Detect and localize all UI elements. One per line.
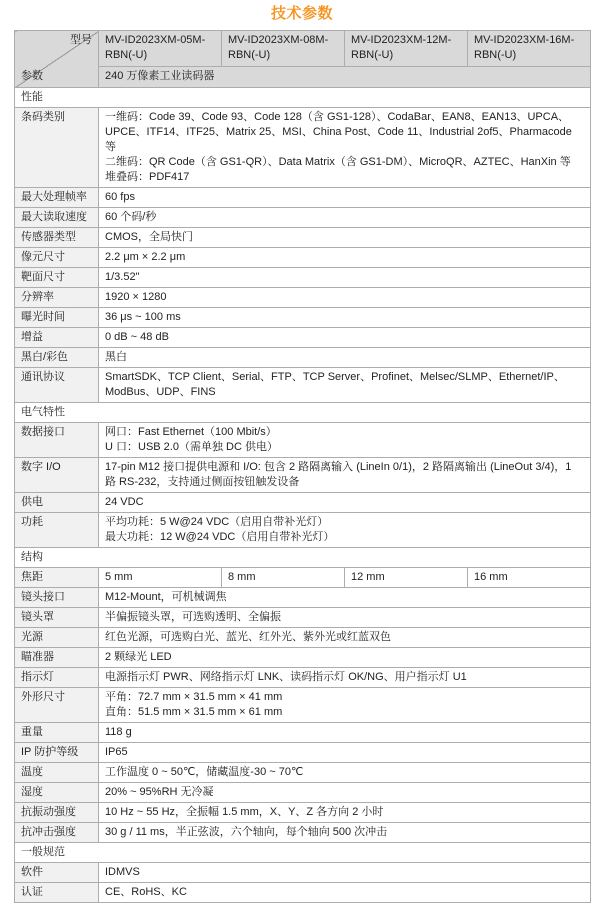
spec-value	[99, 268, 591, 288]
spec-value-line: 1920 × 1280	[105, 291, 167, 303]
spec-value	[99, 188, 591, 208]
spec-row	[15, 863, 591, 883]
spec-value	[99, 208, 591, 228]
spec-label: 焦距	[15, 568, 99, 588]
section-title: 结构	[15, 548, 591, 568]
spec-value-line: 60 个码/秒	[105, 211, 157, 223]
spec-label: 数字 I/O	[15, 458, 99, 493]
spec-value	[99, 228, 591, 248]
product-subtitle: 240 万像素工业读码器	[99, 67, 591, 88]
spec-value-cell: 8 mm	[222, 568, 345, 588]
spec-value	[99, 368, 591, 403]
spec-row	[15, 668, 591, 688]
spec-label: 温度	[15, 763, 99, 783]
spec-value	[99, 803, 591, 823]
spec-value	[99, 288, 591, 308]
corner-model-label: 型号	[70, 34, 92, 46]
spec-value	[99, 668, 591, 688]
spec-label: 瞄准器	[15, 648, 99, 668]
spec-row	[15, 823, 591, 843]
section-header-row	[15, 548, 591, 568]
spec-value-line: 2.2 μm × 2.2 μm	[105, 251, 186, 263]
spec-value-line: 半偏振镜头罩，可选购透明、全偏振	[105, 611, 281, 623]
spec-row	[15, 803, 591, 823]
spec-label: 认证	[15, 883, 99, 903]
spec-value	[99, 308, 591, 328]
spec-value-cell: 16 mm	[468, 568, 591, 588]
spec-label: 指示灯	[15, 668, 99, 688]
spec-row	[15, 723, 591, 743]
spec-value	[99, 648, 591, 668]
spec-row	[15, 568, 591, 588]
spec-value	[99, 628, 591, 648]
corner-param-label: 参数	[21, 70, 43, 82]
spec-row	[15, 763, 591, 783]
spec-row	[15, 783, 591, 803]
spec-row	[15, 423, 591, 458]
spec-value	[99, 763, 591, 783]
spec-row	[15, 108, 591, 188]
spec-value-line: 118 g	[105, 726, 132, 738]
spec-value	[99, 743, 591, 763]
model-column-header: MV-ID2023XM-16M-RBN(-U)	[468, 31, 591, 67]
spec-value-line: 一维码：Code 39、Code 93、Code 128（含 GS1-128）、CodaBar、EAN8、EAN13、UPCA、UPCE、ITF14、ITF25、Matrix 25、MSI、China Post、Code 11、Industrial 2of5、Pharmacode 等	[105, 111, 572, 153]
spec-row	[15, 628, 591, 648]
spec-value-line: 网口：Fast Ethernet（100 Mbit/s）	[105, 426, 277, 438]
spec-value	[99, 248, 591, 268]
spec-value	[99, 823, 591, 843]
spec-value	[99, 723, 591, 743]
spec-label: 条码类别	[15, 108, 99, 188]
spec-value-line: 36 μs ~ 100 ms	[105, 311, 181, 323]
spec-label: 功耗	[15, 513, 99, 548]
section-title: 电气特性	[15, 403, 591, 423]
spec-value-cell: 5 mm	[99, 568, 222, 588]
spec-value-line: 0 dB ~ 48 dB	[105, 331, 169, 343]
spec-row	[15, 208, 591, 228]
spec-row	[15, 458, 591, 493]
spec-value-line: 10 Hz ~ 55 Hz，全振幅 1.5 mm，X、Y、Z 各方向 2 小时	[105, 806, 384, 818]
model-column-header: MV-ID2023XM-05M-RBN(-U)	[99, 31, 222, 67]
spec-label: 供电	[15, 493, 99, 513]
spec-value-line: 堆叠码：PDF417	[105, 171, 190, 183]
spec-value-line: 红色光源，可选购白光、蓝光、红外光、紫外光或红蓝双色	[105, 631, 391, 643]
spec-label: 镜头罩	[15, 608, 99, 628]
spec-row	[15, 368, 591, 403]
spec-value	[99, 863, 591, 883]
spec-row	[15, 268, 591, 288]
spec-label: 外形尺寸	[15, 688, 99, 723]
spec-label: 像元尺寸	[15, 248, 99, 268]
section-header-row	[15, 88, 591, 108]
spec-row	[15, 348, 591, 368]
spec-value-line: 24 VDC	[105, 496, 144, 508]
spec-row	[15, 188, 591, 208]
spec-label: 最大处理帧率	[15, 188, 99, 208]
spec-value-line: 2 颗绿光 LED	[105, 651, 172, 663]
spec-value	[99, 688, 591, 723]
spec-value-line: 直角：51.5 mm × 31.5 mm × 61 mm	[105, 706, 283, 718]
spec-label: 湿度	[15, 783, 99, 803]
spec-label: 数据接口	[15, 423, 99, 458]
spec-value	[99, 328, 591, 348]
spec-label: 曝光时间	[15, 308, 99, 328]
spec-value-line: U 口：USB 2.0（需单独 DC 供电）	[105, 441, 278, 453]
section-title: 性能	[15, 88, 591, 108]
spec-value-line: 二维码：QR Code（含 GS1-QR）、Data Matrix（含 GS1-DM）、MicroQR、AZTEC、HanXin 等	[105, 156, 571, 168]
spec-row	[15, 588, 591, 608]
spec-label: 软件	[15, 863, 99, 883]
spec-row	[15, 328, 591, 348]
spec-value	[99, 883, 591, 903]
spec-row	[15, 228, 591, 248]
spec-label: 黑白/彩色	[15, 348, 99, 368]
spec-value-line: 20% ~ 95%RH 无冷凝	[105, 786, 214, 798]
product-subtitle-row	[15, 67, 591, 88]
spec-value	[99, 608, 591, 628]
corner-cell	[15, 31, 99, 88]
model-column-header: MV-ID2023XM-12M-RBN(-U)	[345, 31, 468, 67]
spec-row	[15, 688, 591, 723]
spec-row	[15, 513, 591, 548]
spec-label: 传感器类型	[15, 228, 99, 248]
spec-value	[99, 108, 591, 188]
spec-value-line: 电源指示灯 PWR、网络指示灯 LNK、读码指示灯 OK/NG、用户指示灯 U1	[105, 671, 467, 683]
spec-label: 抗冲击强度	[15, 823, 99, 843]
spec-table-body	[15, 88, 591, 903]
spec-value-line: IP65	[105, 746, 128, 758]
spec-label: 分辨率	[15, 288, 99, 308]
spec-row	[15, 743, 591, 763]
spec-label: 通讯协议	[15, 368, 99, 403]
spec-row	[15, 248, 591, 268]
spec-label: 镜头接口	[15, 588, 99, 608]
section-title: 一般规范	[15, 843, 591, 863]
spec-row	[15, 288, 591, 308]
spec-row	[15, 493, 591, 513]
spec-value-line: CE、RoHS、KC	[105, 886, 187, 898]
section-header-row	[15, 843, 591, 863]
spec-value-line: SmartSDK、TCP Client、Serial、FTP、TCP Server、Profinet、Melsec/SLMP、Ethernet/IP、ModBus、UDP、FINS	[105, 371, 565, 398]
spec-label: 光源	[15, 628, 99, 648]
spec-value-line: 平均功耗：5 W@24 VDC（启用自带补光灯）	[105, 516, 329, 528]
spec-row	[15, 308, 591, 328]
spec-label: 增益	[15, 328, 99, 348]
page-title: 技术参数	[270, 5, 333, 22]
spec-value-line: 平角：72.7 mm × 31.5 mm × 41 mm	[105, 691, 283, 703]
model-header-row	[15, 31, 591, 67]
spec-label: IP 防护等级	[15, 743, 99, 763]
spec-value-line: 1/3.52"	[105, 271, 140, 283]
spec-value	[99, 588, 591, 608]
spec-row	[15, 648, 591, 668]
spec-label: 最大读取速度	[15, 208, 99, 228]
spec-value	[99, 783, 591, 803]
spec-value-line: 60 fps	[105, 191, 135, 203]
spec-value-line: 工作温度 0 ~ 50℃，储藏温度-30 ~ 70℃	[105, 766, 304, 778]
spec-value-cell: 12 mm	[345, 568, 468, 588]
spec-value	[99, 423, 591, 458]
spec-value-line: 17-pin M12 接口提供电源和 I/O: 包含 2 路隔离输入 (LineIn 0/1)，2 路隔离输出 (LineOut 3/4)，1 路 RS-232，支持通过侧面按钮触发设备	[105, 461, 572, 488]
spec-row	[15, 883, 591, 903]
spec-value-line: IDMVS	[105, 866, 140, 878]
spec-value	[99, 513, 591, 548]
spec-label: 重量	[15, 723, 99, 743]
section-header-row	[15, 403, 591, 423]
spec-label: 抗振动强度	[15, 803, 99, 823]
spec-value-line: CMOS，全局快门	[105, 231, 193, 243]
spec-value-line: 最大功耗：12 W@24 VDC（启用自带补光灯）	[105, 531, 335, 543]
spec-value	[99, 458, 591, 493]
spec-table-header	[15, 31, 591, 88]
spec-value-line: M12-Mount，可机械调焦	[105, 591, 227, 603]
spec-label: 靶面尺寸	[15, 268, 99, 288]
spec-table	[14, 30, 591, 903]
spec-value-line: 30 g / 11 ms，半正弦波，六个轴向，每个轴向 500 次冲击	[105, 826, 388, 838]
spec-value-line: 黑白	[105, 351, 127, 363]
spec-value	[99, 348, 591, 368]
spec-row	[15, 608, 591, 628]
model-column-header: MV-ID2023XM-08M-RBN(-U)	[222, 31, 345, 67]
spec-value	[99, 493, 591, 513]
